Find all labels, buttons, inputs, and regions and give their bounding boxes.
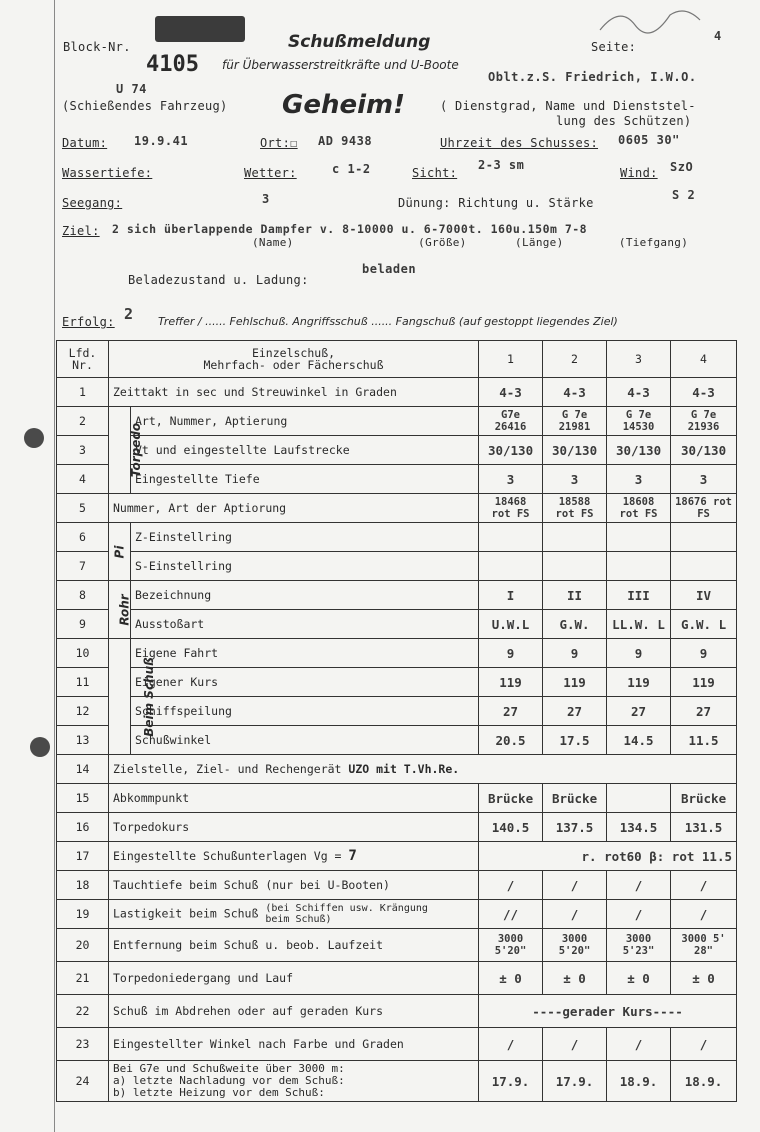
wetter-value: c 1-2 <box>332 162 371 176</box>
cell: / <box>607 871 671 900</box>
row-typed-value: UZO mit T.Vh.Re. <box>348 762 460 776</box>
row-nr: 6 <box>57 523 109 552</box>
table-row <box>57 871 737 900</box>
cell: ± 0 <box>607 962 671 995</box>
cell: 9 <box>479 639 543 668</box>
row-label: Ausstoßart <box>131 610 479 639</box>
form-title: Schußmeldung <box>288 32 431 52</box>
row-nr: 11 <box>57 668 109 697</box>
group-torpedo-label: Torpedo <box>129 422 144 478</box>
shooter-label-1: ( Dienstgrad, Name und Dienststel- <box>440 99 696 113</box>
row-nr: 17 <box>57 842 109 871</box>
head-desc-2: Mehrfach- oder Fächerschuß <box>203 358 384 372</box>
row-label: Eigener Kurs <box>131 668 479 697</box>
head-desc <box>109 341 479 378</box>
row-label-line-3: b) letzte Heizung vor dem Schuß: <box>113 1086 325 1099</box>
head-col-1: 1 <box>479 341 543 378</box>
sicht-label: Sicht: <box>412 166 458 180</box>
row-nr: 12 <box>57 697 109 726</box>
cell: 11.5 <box>671 726 737 755</box>
cell: / <box>607 900 671 929</box>
table-row <box>57 378 737 407</box>
table-row <box>57 523 737 552</box>
wassertiefe-label: Wassertiefe: <box>62 166 153 180</box>
cell: / <box>607 1028 671 1061</box>
table-row <box>57 1028 737 1061</box>
table-row <box>57 697 737 726</box>
head-col-4: 4 <box>671 341 737 378</box>
cell: 30/130 <box>543 436 607 465</box>
table-row <box>57 494 737 523</box>
ort-value: AD 9438 <box>318 134 373 148</box>
cell <box>607 523 671 552</box>
row-nr: 3 <box>57 436 109 465</box>
datum-label: Datum: <box>62 136 108 150</box>
row-nr: 21 <box>57 962 109 995</box>
table-row <box>57 962 737 995</box>
row-label: Torpedoniedergang und Lauf <box>109 962 479 995</box>
group-rohr-label: Rohr <box>117 593 132 626</box>
cell: / <box>543 900 607 929</box>
row-label-text: Eingestellte Schußunterlagen Vg = <box>113 849 342 863</box>
erfolg-label: Erfolg: <box>62 315 115 329</box>
cell: 3 <box>543 465 607 494</box>
row-note: (bei Schiffen usw. Krängung beim Schuß) <box>265 903 428 925</box>
cell: 17.9. <box>479 1061 543 1102</box>
cell: 14.5 <box>607 726 671 755</box>
erfolg-options: Treffer / ...... Fehlschuß. Angriffsschuß ...... Fangschuß (auf gestoppt liegendes Ziel) <box>158 315 618 328</box>
cell: 4-3 <box>543 378 607 407</box>
duenung-value: S 2 <box>672 188 696 202</box>
group-pi-label: Pi <box>112 545 127 558</box>
row-nr: 13 <box>57 726 109 755</box>
group-torpedo <box>109 407 144 494</box>
signature-mark <box>590 0 710 40</box>
row-nr: 7 <box>57 552 109 581</box>
cell: 20.5 <box>479 726 543 755</box>
group-rohr <box>109 581 131 639</box>
row-label: Tauchtiefe beim Schuß (nur bei U-Booten) <box>109 871 479 900</box>
group-beim-schuss-label: Beim Schuß <box>141 656 156 737</box>
row-nr: 20 <box>57 929 109 962</box>
cell: IV <box>671 581 737 610</box>
row-label: Nummer, Art der Aptiorung <box>109 494 479 523</box>
cell: 18.9. <box>607 1061 671 1102</box>
row-label: Vt und eingestellte Laufstrecke <box>131 436 479 465</box>
row-label <box>109 842 479 871</box>
cell: 27 <box>479 697 543 726</box>
row-label-text: Lastigkeit beim Schuß <box>113 906 259 921</box>
cell: 3000 5'23" <box>607 929 671 962</box>
row-nr: 23 <box>57 1028 109 1061</box>
cell <box>479 552 543 581</box>
cell: G.W. L <box>671 610 737 639</box>
row-nr: 5 <box>57 494 109 523</box>
cell: 18676 rot FS <box>671 494 737 523</box>
cell: G 7e 21981 <box>543 407 607 436</box>
row-nr: 24 <box>57 1061 109 1102</box>
row-label <box>109 900 479 929</box>
table-row <box>57 813 737 842</box>
form-subtitle: für Überwasserstreitkräfte und U-Boote <box>222 58 459 72</box>
ziel-value: 2 sich überlappende Dampfer v. 8-10000 u. 6-7000t. 160u.150m 7-8 <box>112 222 588 236</box>
cell: ± 0 <box>543 962 607 995</box>
beladezustand-value: beladen <box>362 262 417 276</box>
cell: 17.9. <box>543 1061 607 1102</box>
table-row <box>57 1061 737 1102</box>
sicht-value: 2-3 sm <box>478 158 525 172</box>
cell: Brücke <box>543 784 607 813</box>
ziel-sub-labels: (Name) (Größe) (Länge) (Tiefgang) <box>252 236 689 249</box>
row-label: Entfernung beim Schuß u. beob. Laufzeit <box>109 929 479 962</box>
cell: 27 <box>671 697 737 726</box>
head-col-2: 2 <box>543 341 607 378</box>
vessel-label: (Schießendes Fahrzeug) <box>62 99 228 113</box>
group-pi <box>109 523 131 581</box>
cell: 30/130 <box>671 436 737 465</box>
cell <box>671 523 737 552</box>
row-label: Bezeichnung <box>131 581 479 610</box>
shot-table <box>56 340 737 1102</box>
vessel-value: U 74 <box>116 82 147 96</box>
cell: U.W.L <box>479 610 543 639</box>
row-label: Abkommpunkt <box>109 784 479 813</box>
cell: 27 <box>607 697 671 726</box>
seite-label: Seite: <box>591 40 637 54</box>
cell: 3 <box>671 465 737 494</box>
table-row <box>57 842 737 871</box>
row-label <box>109 755 737 784</box>
cell: 18588 rot FS <box>543 494 607 523</box>
cell: II <box>543 581 607 610</box>
cell: 4-3 <box>479 378 543 407</box>
row-label: Schußwinkel <box>131 726 479 755</box>
cell: / <box>671 900 737 929</box>
cell: / <box>671 1028 737 1061</box>
row-typed-value: r. rot60 β: rot 11.5 <box>479 842 737 871</box>
ort-label: Ort:☐ <box>260 136 298 150</box>
row-nr: 15 <box>57 784 109 813</box>
row-nr: 22 <box>57 995 109 1028</box>
wind-label: Wind: <box>620 166 658 180</box>
cell: ± 0 <box>479 962 543 995</box>
table-header-row <box>57 341 737 378</box>
row-nr: 2 <box>57 407 109 436</box>
cell <box>607 552 671 581</box>
cell <box>479 523 543 552</box>
row-label: Eingestellte Tiefe <box>131 465 479 494</box>
cell: 18.9. <box>671 1061 737 1102</box>
table-row <box>57 929 737 962</box>
row-nr: 14 <box>57 755 109 784</box>
row-label-line-2: a) letzte Nachladung vor dem Schuß: <box>113 1074 345 1087</box>
cell: 9 <box>671 639 737 668</box>
vg-value: 7 <box>348 848 357 864</box>
cell: 9 <box>607 639 671 668</box>
cell: // <box>479 900 543 929</box>
cell: 3000 5'20" <box>543 929 607 962</box>
cell: 119 <box>607 668 671 697</box>
row-label-line-1: Bei G7e und Schußweite über 3000 m: <box>113 1062 345 1075</box>
cell <box>543 552 607 581</box>
table-row <box>57 610 737 639</box>
cell: G 7e 14530 <box>607 407 671 436</box>
cell: 3000 5' 28" <box>671 929 737 962</box>
row-typed-value: ----gerader Kurs---- <box>479 995 737 1028</box>
punch-hole <box>24 428 44 448</box>
cell: 18608 rot FS <box>607 494 671 523</box>
wind-value: SzO <box>670 160 694 174</box>
cell: 119 <box>671 668 737 697</box>
table-row <box>57 668 737 697</box>
row-label: Schiffspeilung <box>131 697 479 726</box>
cell: G7e 26416 <box>479 407 543 436</box>
row-nr: 4 <box>57 465 109 494</box>
geheim-stamp: Geheim! <box>282 90 405 120</box>
cell: 30/130 <box>479 436 543 465</box>
table-row <box>57 784 737 813</box>
cell: Brücke <box>671 784 737 813</box>
cell: / <box>543 871 607 900</box>
row-nr: 19 <box>57 900 109 929</box>
ziel-label: Ziel: <box>62 224 100 238</box>
wetter-label: Wetter: <box>244 166 297 180</box>
seegang-label: Seegang: <box>62 196 123 210</box>
row-label <box>109 1061 479 1102</box>
uhrzeit-label: Uhrzeit des Schusses: <box>440 136 599 150</box>
cell: 18468 rot FS <box>479 494 543 523</box>
datum-value: 19.9.41 <box>134 134 189 148</box>
cell <box>543 523 607 552</box>
table-row <box>57 726 737 755</box>
redaction-stamp <box>155 16 245 42</box>
cell: 17.5 <box>543 726 607 755</box>
row-label: Z-Einstellring <box>131 523 479 552</box>
cell: 4-3 <box>607 378 671 407</box>
seite-value: 4 <box>714 29 722 43</box>
head-nr: Lfd. Nr. <box>57 341 109 378</box>
row-nr: 18 <box>57 871 109 900</box>
shooter-value: Oblt.z.S. Friedrich, I.W.O. <box>488 70 697 84</box>
beladezustand-label: Beladezustand u. Ladung: <box>128 273 309 287</box>
row-label: Torpedokurs <box>109 813 479 842</box>
block-label: Block-Nr. <box>63 40 131 54</box>
cell: / <box>479 1028 543 1061</box>
head-col-3: 3 <box>607 341 671 378</box>
cell: G 7e 21936 <box>671 407 737 436</box>
cell: 3000 5'20" <box>479 929 543 962</box>
block-number: 4105 <box>146 52 199 77</box>
table-row <box>57 995 737 1028</box>
cell: 119 <box>479 668 543 697</box>
cell: 134.5 <box>607 813 671 842</box>
table-row <box>57 465 737 494</box>
table-row <box>57 436 737 465</box>
cell: 140.5 <box>479 813 543 842</box>
row-nr: 16 <box>57 813 109 842</box>
row-nr: 1 <box>57 378 109 407</box>
cell: / <box>543 1028 607 1061</box>
table-row <box>57 900 737 929</box>
cell: 4-3 <box>671 378 737 407</box>
cell: 131.5 <box>671 813 737 842</box>
cell: 137.5 <box>543 813 607 842</box>
cell: I <box>479 581 543 610</box>
row-nr: 8 <box>57 581 109 610</box>
cell: 3 <box>607 465 671 494</box>
punch-hole <box>30 737 50 757</box>
margin-line <box>54 0 55 1132</box>
head-desc-1: Einzelschuß, <box>251 346 336 360</box>
seegang-value: 3 <box>262 192 270 206</box>
cell: 9 <box>543 639 607 668</box>
cell: 119 <box>543 668 607 697</box>
shooter-label-2: lung des Schützen) <box>556 114 692 128</box>
row-label: S-Einstellring <box>131 552 479 581</box>
table-row <box>57 407 737 436</box>
cell: 3 <box>479 465 543 494</box>
group-beim-schuss <box>109 639 156 755</box>
cell: Brücke <box>479 784 543 813</box>
row-label: Eigene Fahrt <box>131 639 479 668</box>
cell: / <box>671 871 737 900</box>
erfolg-value: 2 <box>124 305 134 323</box>
row-label: Schuß im Abdrehen oder auf geraden Kurs <box>109 995 479 1028</box>
table-row <box>57 552 737 581</box>
cell <box>671 552 737 581</box>
cell: G.W. <box>543 610 607 639</box>
duenung-label: Dünung: Richtung u. Stärke <box>398 196 594 210</box>
uhrzeit-value: 0605 30" <box>618 133 680 147</box>
row-nr: 9 <box>57 610 109 639</box>
cell: ± 0 <box>671 962 737 995</box>
row-nr: 10 <box>57 639 109 668</box>
table-row <box>57 755 737 784</box>
cell <box>607 784 671 813</box>
table-row <box>57 639 737 668</box>
row-label: Art, Nummer, Aptierung <box>131 407 479 436</box>
cell: LL.W. L <box>607 610 671 639</box>
cell: 30/130 <box>607 436 671 465</box>
row-label: Zeittakt in sec und Streuwinkel in Graden <box>109 378 479 407</box>
table-row <box>57 581 737 610</box>
cell: III <box>607 581 671 610</box>
row-label: Eingestellter Winkel nach Farbe und Graden <box>109 1028 479 1061</box>
row-label-text: Zielstelle, Ziel- und Rechengerät <box>113 762 342 776</box>
cell: / <box>479 871 543 900</box>
cell: 27 <box>543 697 607 726</box>
